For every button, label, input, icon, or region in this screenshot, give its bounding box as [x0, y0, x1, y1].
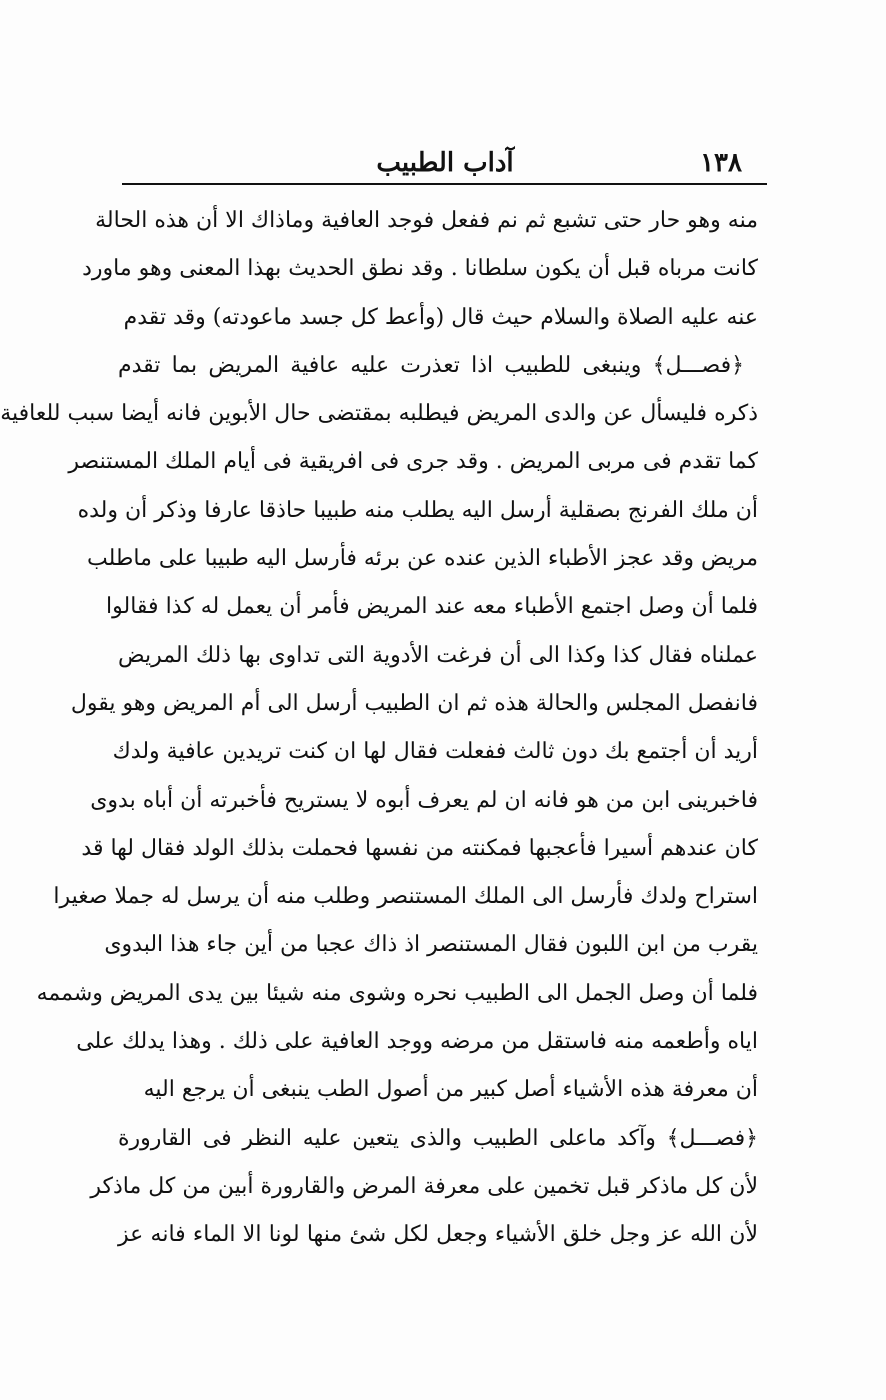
text-line: لأن كل ماذكر قبل تخمين على معرفة المرض والقارورة أبين من كل ماذكر — [90, 1173, 758, 1199]
text-line: لأن الله عز وجل خلق الأشياء وجعل لكل شئ منها لونا الا الماء فانه عز — [118, 1222, 758, 1248]
text-line: يقرب من ابن اللبون فقال المستنصر اذ ذاك عجبا من أين جاء هذا البدوى — [104, 932, 758, 958]
text-line: أن معرفة هذه الأشياء أصل كبير من أصول الطب ينبغى أن يرجع اليه — [143, 1077, 758, 1103]
section-heading-line: ﴿فصـــل﴾ وينبغى للطبيب اذا تعذرت عليه عافية المريض بما تقدم — [118, 352, 744, 378]
header-rule — [122, 183, 767, 185]
text-line: فانفصل المجلس والحالة هذه ثم ان الطبيب أرسل الى أم المريض وهو يقول — [70, 690, 758, 716]
text-line: أريد أن أجتمع بك دون ثالث ففعلت فقال لها ان كنت تريدين عافية ولدك — [112, 739, 758, 765]
text-line: ذكره فليسأل عن والدى المريض فيطلبه بمقتضى حال الأبوين فانه أيضا سبب للعافية — [0, 401, 758, 427]
text-line: فلما أن وصل اجتمع الأطباء معه عند المريض فأمر أن يعمل له كذا فقالوا — [106, 594, 758, 620]
page-number: ١٣٨ — [700, 148, 742, 178]
text-line: فاخبرينى ابن من هو فانه ان لم يعرف أبوه لا يستريح فأخبرته أن أباه بدوى — [90, 787, 758, 813]
text-line: كانت مرباه قبل أن يكون سلطانا . وقد نطق الحديث بهذا المعنى وهو ماورد — [82, 256, 758, 282]
text-line: مريض وقد عجز الأطباء الذين عنده عن برئه فأرسل اليه طبيبا على ماطلب — [87, 546, 758, 572]
page-header — [120, 148, 770, 182]
text-line: عنه عليه الصلاة والسلام حيث قال (وأعط كل جسد ماعودته) وقد تقدم — [123, 304, 758, 330]
running-title: آداب الطبيب — [376, 148, 514, 178]
text-line: اياه وأطعمه منه فاستقل من مرضه ووجد العافية على ذلك . وهذا يدلك على — [76, 1029, 758, 1055]
text-line: كان عندهم أسيرا فأعجبها فمكنته من نفسها فحملت بذلك الولد فقال لها قد — [81, 835, 758, 861]
body-text — [0, 197, 758, 1260]
text-line: استراح ولدك فأرسل الى الملك المستنصر وطلب منه أن يرسل له جملا صغيرا — [53, 884, 758, 910]
section-heading-line: ﴿فصـــل﴾ وآكد ماعلى الطبيب والذى يتعين عليه النظر فى القارورة — [118, 1125, 758, 1151]
text-line: أن ملك الفرنج بصقلية أرسل اليه يطلب منه طبيبا حاذقا عارفا وذكر أن ولده — [77, 497, 758, 523]
text-line: منه وهو حار حتى تشبع ثم نم ففعل فوجد العافية وماذاك الا أن هذه الحالة — [95, 208, 758, 233]
text-line: عملناه فقال كذا وكذا الى أن فرغت الأدوية التى تداوى بها ذلك المريض — [118, 642, 758, 668]
text-line: كما تقدم فى مربى المريض . وقد جرى فى افريقية فى أيام الملك المستنصر — [68, 449, 758, 475]
text-line: فلما أن وصل الجمل الى الطبيب نحره وشوى منه شيئا بين يدى المريض وشممه — [36, 980, 758, 1006]
